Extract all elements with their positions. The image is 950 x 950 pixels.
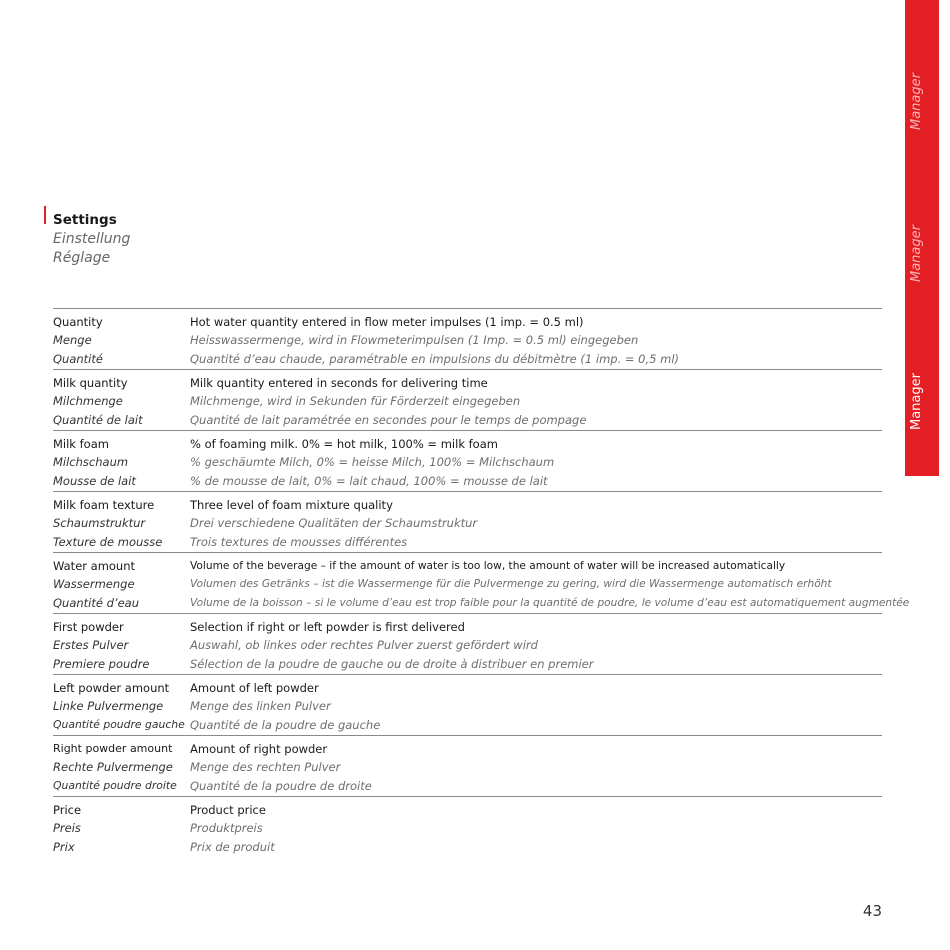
desc-german: % geschäumte Milch, 0% = heisse Milch, 100% = Milchschaum bbox=[190, 455, 555, 470]
setting-label bbox=[53, 801, 189, 856]
setting-label bbox=[53, 557, 189, 612]
desc-french: Volume de la boisson – si le volume d’eau est trop faible pour la quantité de poudre, le volume d’eau est automatiquement augmentée bbox=[190, 596, 910, 609]
heading-english: Settings bbox=[53, 212, 117, 228]
desc-german: Milchmenge, wird in Sekunden für Förderzeit eingegeben bbox=[190, 394, 521, 409]
table-row bbox=[53, 309, 882, 370]
desc-english: Hot water quantity entered in flow meter impulses (1 imp. = 0.5 ml) bbox=[190, 315, 584, 329]
setting-description bbox=[190, 496, 882, 551]
desc-german: Auswahl, ob linkes oder rechtes Pulver zuerst gefördert wird bbox=[190, 638, 538, 653]
setting-description bbox=[190, 557, 910, 612]
desc-german: Menge des rechten Pulver bbox=[190, 760, 341, 775]
label-english: First powder bbox=[53, 620, 124, 634]
setting-label bbox=[53, 313, 189, 368]
desc-french: Quantité d’eau chaude, paramétrable en impulsions du débitmètre (1 imp. = 0,5 ml) bbox=[190, 351, 679, 366]
setting-description bbox=[190, 618, 882, 673]
heading-accent-bar bbox=[44, 206, 46, 224]
desc-english: Amount of right powder bbox=[190, 742, 328, 756]
desc-english: Three level of foam mixture quality bbox=[190, 498, 393, 512]
side-tab-label-2: Manager bbox=[909, 225, 924, 282]
setting-description bbox=[190, 679, 882, 734]
label-german: Erstes Pulver bbox=[53, 638, 129, 653]
label-english: Milk quantity bbox=[53, 376, 128, 390]
side-tab-label-active: Manager bbox=[909, 373, 924, 430]
label-english: Water amount bbox=[53, 559, 136, 573]
label-english: Quantity bbox=[53, 315, 103, 329]
label-german: Preis bbox=[53, 821, 81, 836]
setting-description bbox=[190, 801, 882, 856]
label-german: Wassermenge bbox=[53, 577, 135, 592]
table-row bbox=[53, 553, 910, 614]
desc-english: Amount of left powder bbox=[190, 681, 319, 695]
setting-label bbox=[53, 679, 189, 734]
setting-description bbox=[190, 740, 882, 795]
setting-description bbox=[190, 435, 882, 490]
table-row bbox=[53, 614, 882, 675]
desc-english: % of foaming milk. 0% = hot milk, 100% = milk foam bbox=[190, 437, 498, 451]
setting-label bbox=[53, 740, 189, 795]
setting-description bbox=[190, 313, 882, 368]
desc-french: Quantité de la poudre de droite bbox=[190, 778, 372, 793]
label-german: Milchschaum bbox=[53, 455, 129, 470]
desc-french: Trois textures de mousses différentes bbox=[190, 534, 408, 549]
desc-french: % de mousse de lait, 0% = lait chaud, 100% = mousse de lait bbox=[190, 473, 548, 488]
label-french: Quantité bbox=[53, 351, 103, 366]
desc-english: Milk quantity entered in seconds for delivering time bbox=[190, 376, 488, 390]
desc-french: Prix de produit bbox=[190, 839, 275, 854]
desc-german: Volumen des Getränks – ist die Wassermenge für die Pulvermenge zu gering, wird die Wassermenge automatisch erhöht bbox=[190, 578, 832, 591]
heading-french: Réglage bbox=[53, 250, 111, 266]
label-english: Milk foam texture bbox=[53, 498, 155, 512]
label-english: Left powder amount bbox=[53, 681, 170, 695]
label-french: Quantité d’eau bbox=[53, 595, 139, 610]
label-french: Quantité poudre gauche bbox=[53, 717, 185, 731]
label-german: Milchmenge bbox=[53, 394, 123, 409]
table-row bbox=[53, 492, 882, 553]
desc-english: Volume of the beverage – if the amount of water is too low, the amount of water will be increased automatically bbox=[190, 560, 786, 572]
setting-label bbox=[53, 618, 189, 673]
settings-table bbox=[53, 308, 910, 857]
label-german: Rechte Pulvermenge bbox=[53, 760, 173, 775]
table-row bbox=[53, 797, 882, 857]
desc-english: Product price bbox=[190, 803, 266, 817]
table-row bbox=[53, 370, 882, 431]
desc-german: Drei verschiedene Qualitäten der Schaumstruktur bbox=[190, 516, 478, 531]
label-english: Price bbox=[53, 803, 82, 817]
label-german: Menge bbox=[53, 333, 92, 348]
desc-french: Quantité de la poudre de gauche bbox=[190, 717, 381, 732]
desc-english: Selection if right or left powder is first delivered bbox=[190, 620, 465, 634]
heading-german: Einstellung bbox=[53, 231, 131, 247]
side-tab-label-1: Manager bbox=[909, 73, 924, 130]
table-row bbox=[53, 736, 882, 797]
setting-label bbox=[53, 496, 189, 551]
label-french: Texture de mousse bbox=[53, 534, 163, 549]
label-french: Quantité de lait bbox=[53, 412, 143, 427]
desc-french: Sélection de la poudre de gauche ou de droite à distribuer en premier bbox=[190, 656, 594, 671]
desc-german: Produktpreis bbox=[190, 821, 263, 836]
setting-description bbox=[190, 374, 882, 429]
label-french: Prix bbox=[53, 839, 75, 854]
page-number: 43 bbox=[862, 902, 882, 920]
label-french: Quantité poudre droite bbox=[53, 778, 177, 792]
desc-german: Heisswassermenge, wird in Flowmeterimpulsen (1 Imp. = 0.5 ml) eingegeben bbox=[190, 333, 639, 348]
label-english: Right powder amount bbox=[53, 742, 173, 755]
desc-french: Quantité de lait paramétrée en secondes pour le temps de pompage bbox=[190, 412, 587, 427]
table-row bbox=[53, 675, 882, 736]
setting-label bbox=[53, 435, 189, 490]
desc-german: Menge des linken Pulver bbox=[190, 699, 331, 714]
table-row bbox=[53, 431, 882, 492]
setting-label bbox=[53, 374, 189, 429]
label-french: Premiere poudre bbox=[53, 656, 150, 671]
label-french: Mousse de lait bbox=[53, 473, 136, 488]
label-german: Schaumstruktur bbox=[53, 516, 146, 531]
label-english: Milk foam bbox=[53, 437, 109, 451]
label-german: Linke Pulvermenge bbox=[53, 699, 164, 714]
